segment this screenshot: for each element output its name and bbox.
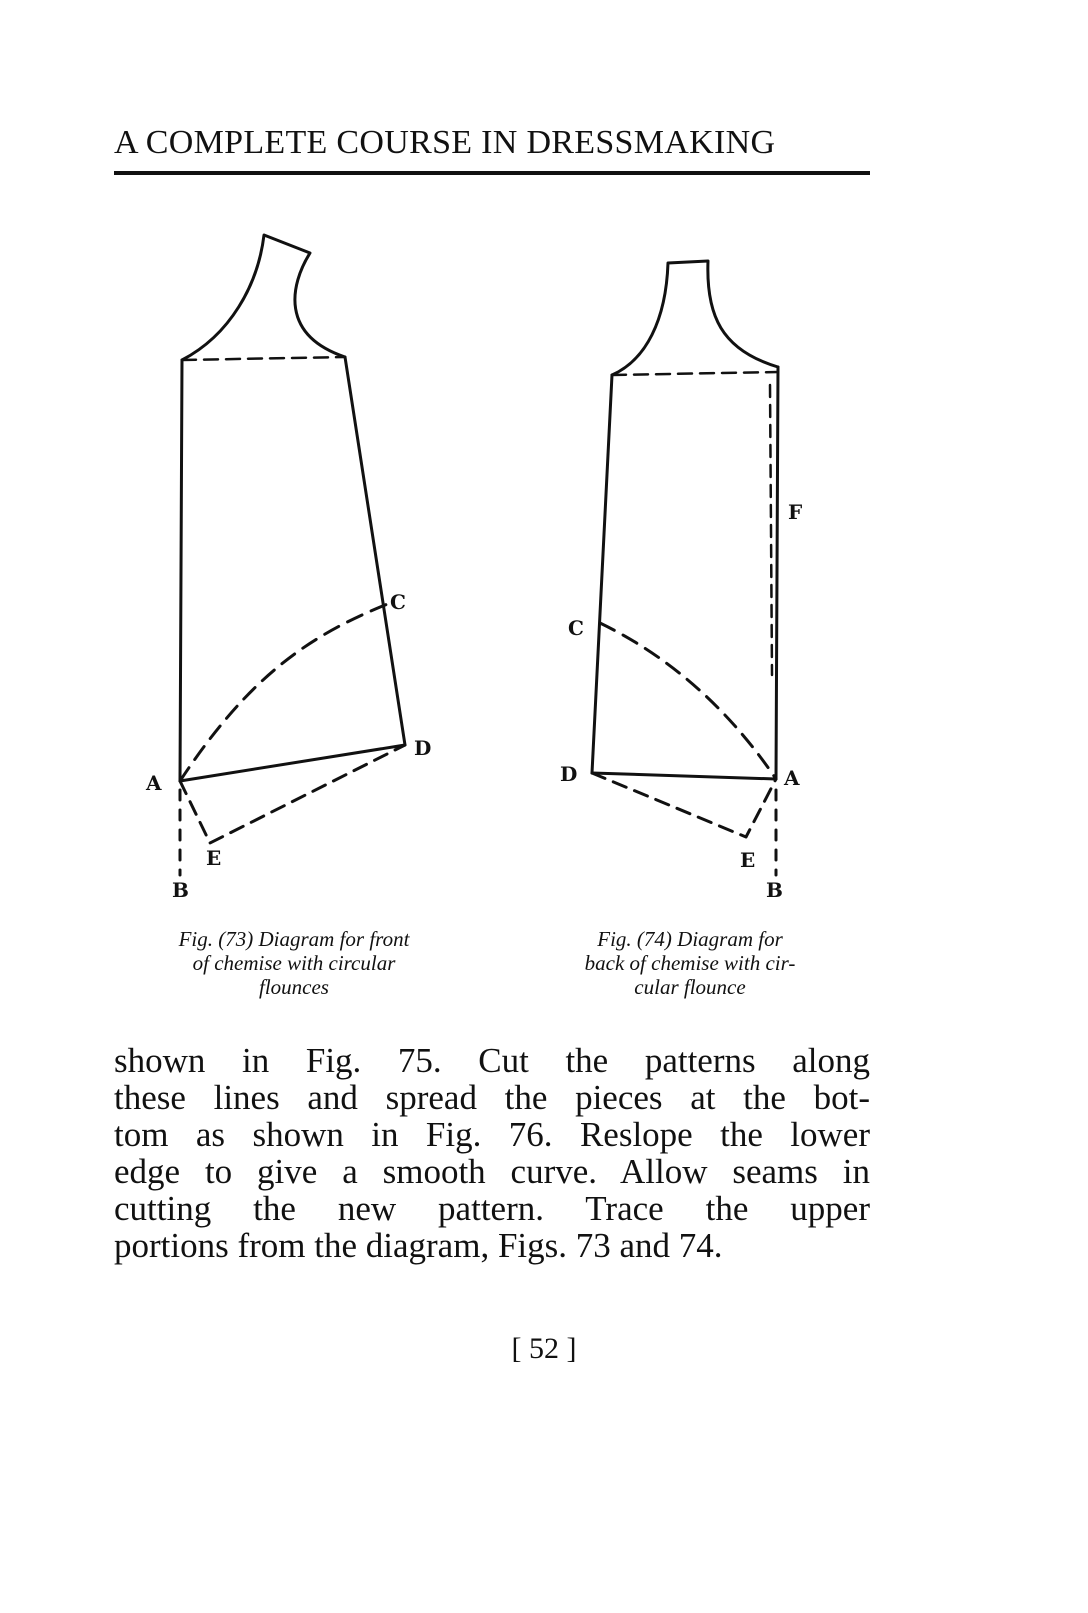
fig74-strap (612, 261, 778, 375)
fig74-label-e: E (740, 848, 756, 872)
figure-73-caption (136, 927, 452, 999)
fig73-top-dashed-line (182, 357, 345, 360)
fig74-label-d: D (560, 762, 578, 786)
body-line: edge to give a smooth curve. Allow seams in (114, 1152, 870, 1191)
body-line: shown in Fig. 75. Cut the patterns along (114, 1041, 870, 1080)
body-paragraph (114, 1042, 870, 1264)
fig73-label-b: B (172, 878, 189, 902)
fig73-caption-line-1: Fig. (73) Diagram for front (178, 927, 410, 951)
fig74-right-side (776, 367, 778, 779)
body-line: cutting the new pattern. Trace the upper (114, 1189, 870, 1228)
fig74-label-b: B (766, 878, 783, 902)
header-rule (114, 171, 870, 175)
body-line: portions from the diagram, Figs. 73 and 74. (114, 1226, 723, 1265)
figure-74-caption (540, 927, 840, 999)
fig74-label-f: F (788, 500, 803, 524)
figure-73-diagram (140, 225, 460, 905)
fig73-left-side (180, 360, 182, 781)
page-number: [ 52 ] (511, 1332, 577, 1365)
fig74-flounce-curve (600, 623, 776, 779)
fig73-strap (182, 235, 345, 360)
fig73-hem-line (180, 745, 405, 781)
fig74-label-a: A (784, 766, 800, 790)
fig73-caption-line-3: flounces (259, 975, 329, 999)
fig74-label-c: C (568, 616, 584, 640)
fig73-caption-line-2: of chemise with circular (192, 951, 396, 975)
fig73-label-c: C (390, 590, 406, 614)
fig74-fold-dashed-line (770, 385, 772, 675)
fig73-label-e: E (206, 846, 222, 870)
fig73-dashed-e-line (180, 745, 405, 843)
fig73-right-side (345, 357, 405, 745)
fig74-caption-line-2: back of chemise with cir- (584, 951, 796, 975)
fig74-left-side (592, 375, 612, 773)
fig74-top-dashed-line (612, 372, 778, 375)
fig73-label-a: A (146, 771, 162, 795)
fig74-hem-line (592, 773, 776, 779)
body-line: these lines and spread the pieces at the bot- (114, 1078, 870, 1117)
fig73-flounce-curve (180, 603, 390, 781)
fig74-caption-line-1: Fig. (74) Diagram for (597, 927, 783, 951)
running-head: A COMPLETE COURSE IN DRESSMAKING (114, 124, 776, 161)
fig74-caption-line-3: cular flounce (634, 975, 746, 999)
fig73-label-d: D (414, 736, 432, 760)
fig74-dashed-e-line (592, 773, 776, 837)
body-line: tom as shown in Fig. 76. Reslope the lower (114, 1115, 870, 1154)
figure-74-diagram (556, 245, 856, 905)
